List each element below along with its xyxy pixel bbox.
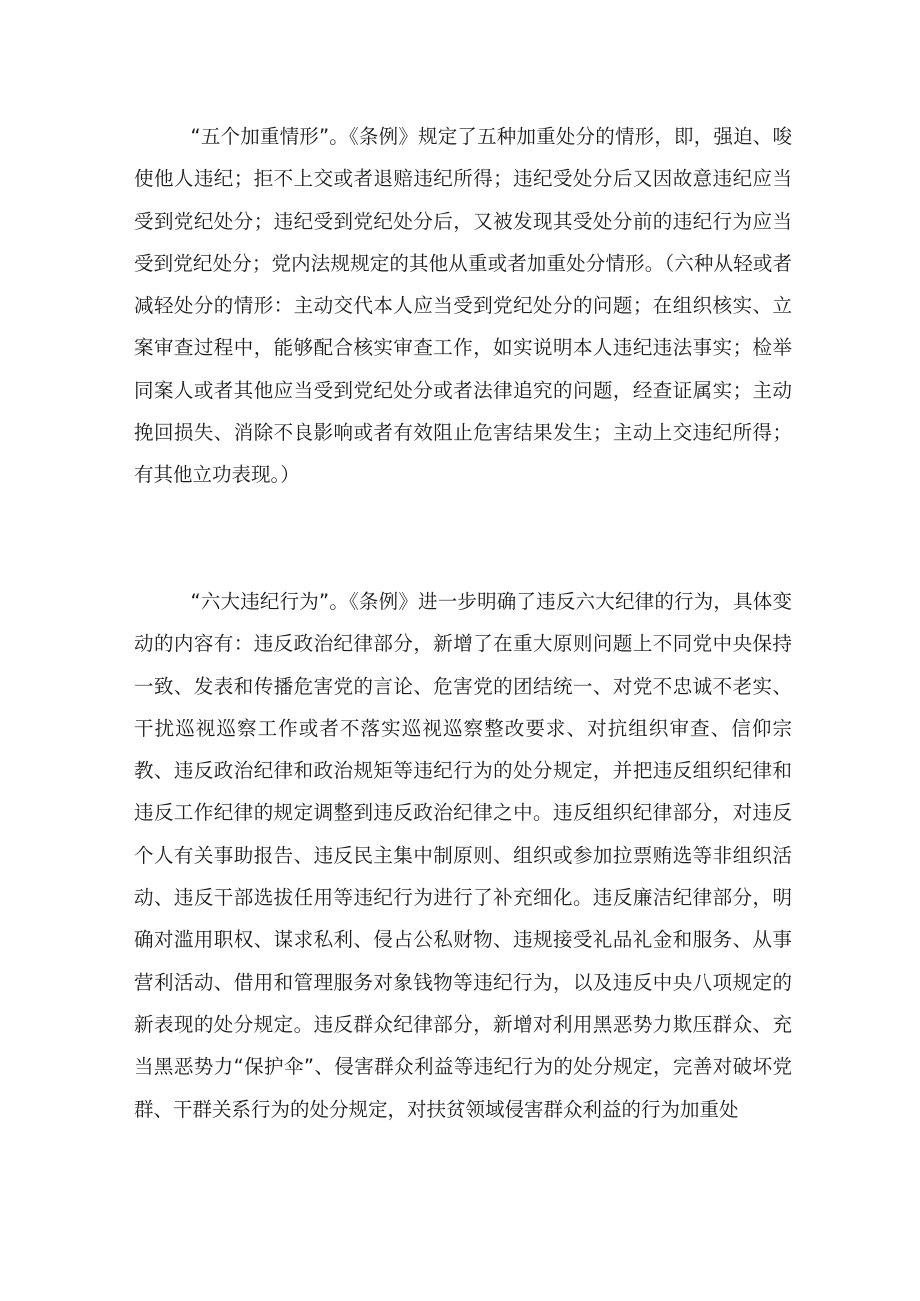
paragraph-six-violations: “六大违纪行为”。《条例》进一步明确了违反六大纪律的行为，具体变动的内容有：违反政治纪律部分，新增了在重大原则问题上不同党中央保持一致、发表和传播危害党的言论、危害党的团结统一、对党不忠诚不老实、干扰巡视巡察工作或者不落实巡视巡察整改要求、对抗组织审查、信仰宗教、违反政治纪律和政治规矩等违纪行为的处分规定，并把违反组织纪律和违反工作纪律的规定调整到违反政治纪律之中。违反组织纪律部分，对违反个人有关事助报告、违反民主集中制原则、组织或参加拉票贿选等非组织活动、违反干部选拔任用等违纪行为进行了补充细化。违反廉洁纪律部分，明确对滥用职权、谋求私利、侵占公私财物、违规接受礼品礼金和服务、从事营利活动、借用和管理服务对象钱物等违纪行为，以及违反中央八项规定的新表现的处分规定。违反群众纪律部分，新增对利用黑恶势力欺压群众、充当黑恶势力“保护伞”、侵害群众利益等违纪行为的处分规定，完善对破坏党群、干群关系行为的处分规定，对扶贫领域侵害群众利益的行为加重处 (134, 590, 792, 1121)
paragraph-aggravating-circumstances: “五个加重情形”。《条例》规定了五种加重处分的情形，即，强迫、唆使他人违纪；拒不上交或者退赔违纪所得；违纪受处分后又因故意违纪应当受到党纪处分；违纪受到党纪处分后，又被发现其受处分前的违纪行为应当受到党纪处分；党内法规规定的其他从重或者加重处分情形。（六种从轻或者减轻处分的情形：主动交代本人应当受到党纪处分的问题；在组织核实、立案审查过程中，能够配合核实审查工作，如实说明本人违纪违法事实；检举同案人或者其他应当受到党纪处分或者法律追究的问题，经查证属实；主动挽回损失、消除不良影响或者有效阻止危害结果发生；主动上交违纪所得；有其他立功表现。） (134, 125, 792, 487)
